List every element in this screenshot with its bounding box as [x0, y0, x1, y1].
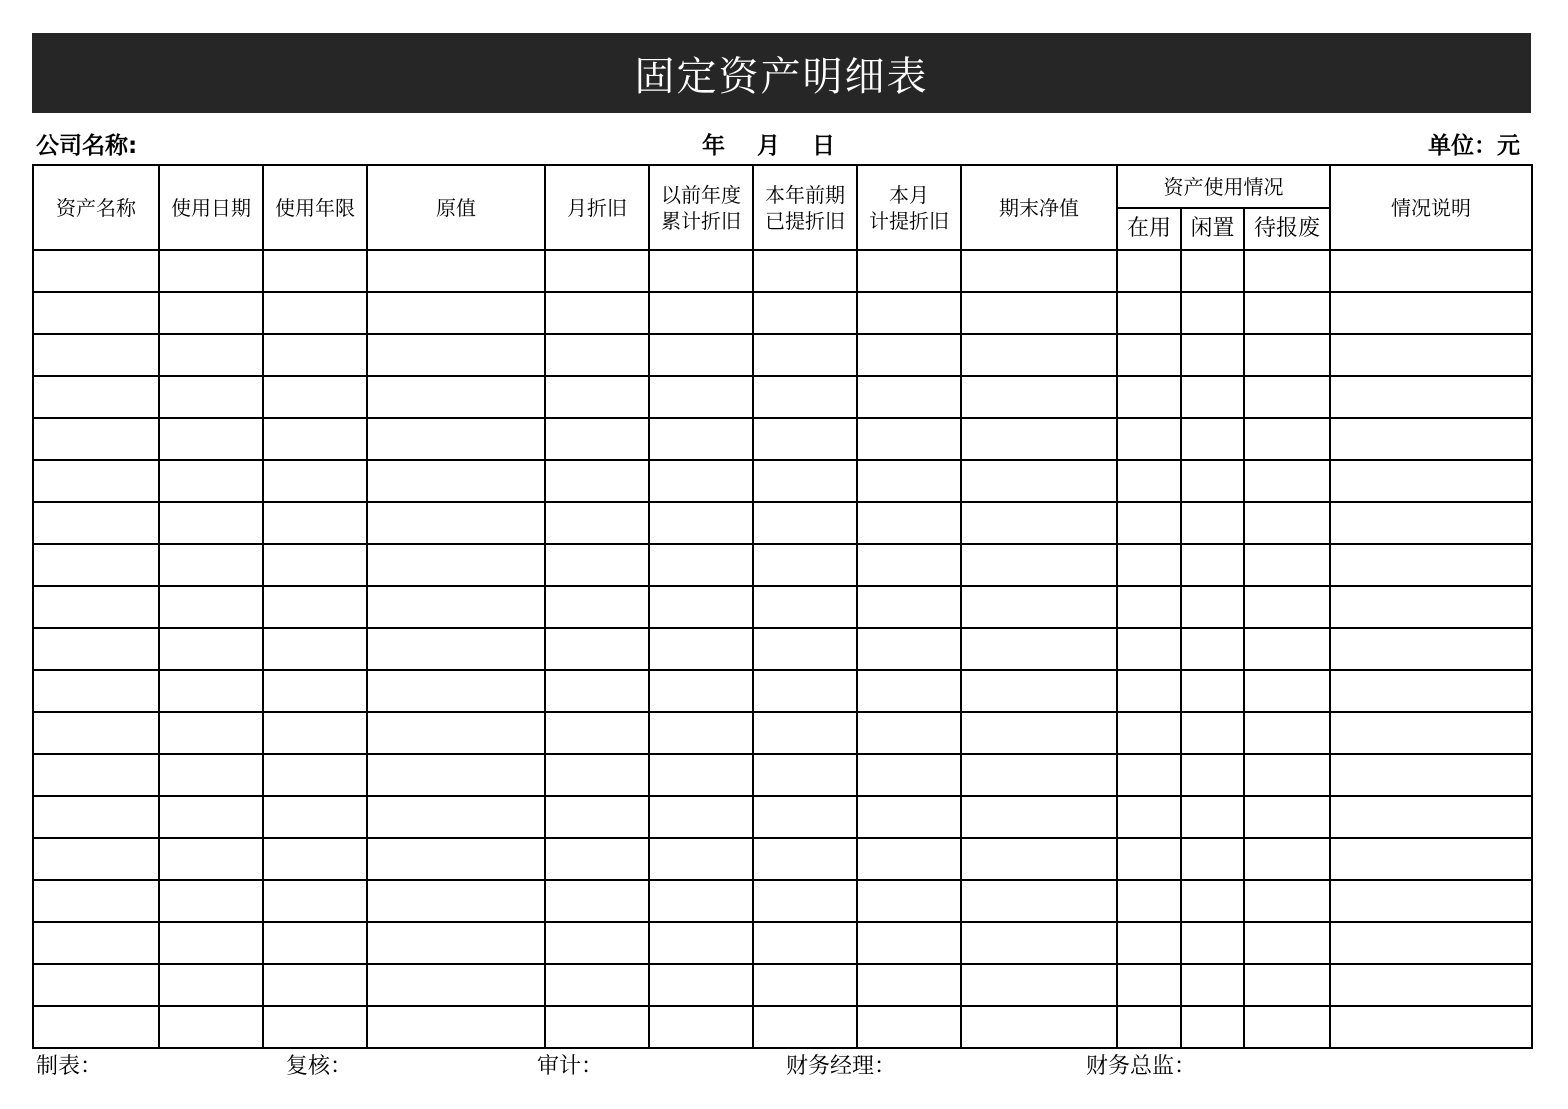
table-cell[interactable] — [961, 418, 1117, 460]
table-cell[interactable] — [857, 880, 961, 922]
table-cell[interactable] — [159, 544, 263, 586]
table-cell[interactable] — [1244, 334, 1330, 376]
table-cell[interactable] — [263, 712, 367, 754]
table-cell[interactable] — [33, 460, 159, 502]
table-cell[interactable] — [1244, 712, 1330, 754]
table-cell[interactable] — [857, 838, 961, 880]
table-cell[interactable] — [753, 544, 857, 586]
table-cell[interactable] — [753, 502, 857, 544]
table-cell[interactable] — [649, 628, 753, 670]
table-cell[interactable] — [367, 460, 545, 502]
table-cell[interactable] — [1330, 544, 1532, 586]
table-cell[interactable] — [753, 250, 857, 292]
table-cell[interactable] — [367, 964, 545, 1006]
table-cell[interactable] — [545, 460, 649, 502]
table-cell[interactable] — [857, 460, 961, 502]
table-cell[interactable] — [649, 880, 753, 922]
table-row — [33, 880, 1532, 922]
unit-label: 单位：元 — [1428, 133, 1520, 159]
table-cell[interactable] — [1330, 460, 1532, 502]
table-cell[interactable] — [33, 796, 159, 838]
table-cell[interactable] — [367, 1006, 545, 1048]
table-cell[interactable] — [649, 1006, 753, 1048]
table-cell[interactable] — [545, 1006, 649, 1048]
header-remarks: 情况说明 — [1330, 165, 1532, 250]
header-in-use: 在用 — [1117, 208, 1181, 250]
table-cell[interactable] — [1181, 838, 1244, 880]
table-cell[interactable] — [159, 712, 263, 754]
table-cell[interactable] — [1244, 628, 1330, 670]
header-use-years: 使用年限 — [263, 165, 367, 250]
table-cell[interactable] — [367, 712, 545, 754]
header-this-month-line1: 本月 — [889, 182, 929, 207]
table-cell[interactable] — [1181, 586, 1244, 628]
table-cell[interactable] — [961, 838, 1117, 880]
table-cell[interactable] — [1181, 754, 1244, 796]
table-cell[interactable] — [545, 418, 649, 460]
table-row — [33, 796, 1532, 838]
table-cell[interactable] — [857, 712, 961, 754]
table-cell[interactable] — [1330, 796, 1532, 838]
table-cell[interactable] — [1244, 250, 1330, 292]
table-cell[interactable] — [1244, 922, 1330, 964]
table-cell[interactable] — [1330, 838, 1532, 880]
table-cell[interactable] — [1181, 334, 1244, 376]
table-row — [33, 628, 1532, 670]
table-cell[interactable] — [1117, 754, 1181, 796]
table-cell[interactable] — [1244, 502, 1330, 544]
table-cell[interactable] — [159, 502, 263, 544]
table-cell[interactable] — [263, 460, 367, 502]
table-cell[interactable] — [33, 922, 159, 964]
header-asset-name: 资产名称 — [33, 165, 159, 250]
table-cell[interactable] — [1244, 292, 1330, 334]
table-cell[interactable] — [961, 502, 1117, 544]
table-cell[interactable] — [545, 880, 649, 922]
table-cell[interactable] — [857, 418, 961, 460]
table-cell[interactable] — [33, 586, 159, 628]
table-row — [33, 502, 1532, 544]
table-cell[interactable] — [1117, 964, 1181, 1006]
table-cell[interactable] — [857, 922, 961, 964]
table-cell[interactable] — [961, 754, 1117, 796]
table-body — [33, 250, 1532, 1048]
table-cell[interactable] — [1330, 334, 1532, 376]
table-cell[interactable] — [857, 670, 961, 712]
table-cell[interactable] — [753, 376, 857, 418]
table-cell[interactable] — [857, 964, 961, 1006]
table-cell[interactable] — [367, 838, 545, 880]
table-cell[interactable] — [857, 292, 961, 334]
table-cell[interactable] — [159, 586, 263, 628]
header-prior-years-depreciation — [649, 165, 753, 250]
table-cell[interactable] — [263, 628, 367, 670]
header-this-month-depreciation — [857, 165, 961, 250]
table-cell[interactable] — [263, 544, 367, 586]
table-cell[interactable] — [367, 796, 545, 838]
table-cell[interactable] — [1330, 964, 1532, 1006]
table-cell[interactable] — [545, 838, 649, 880]
table-cell[interactable] — [1181, 376, 1244, 418]
table-cell[interactable] — [545, 754, 649, 796]
table-cell[interactable] — [961, 670, 1117, 712]
table-cell[interactable] — [545, 670, 649, 712]
footer-prepared-by: 制表： — [36, 1054, 103, 1079]
table-cell[interactable] — [1117, 544, 1181, 586]
table-row — [33, 250, 1532, 292]
table-cell[interactable] — [545, 544, 649, 586]
table-cell[interactable] — [1330, 922, 1532, 964]
table-cell[interactable] — [857, 334, 961, 376]
table-cell[interactable] — [263, 754, 367, 796]
table-cell[interactable] — [649, 712, 753, 754]
table-cell[interactable] — [545, 334, 649, 376]
table-cell[interactable] — [263, 964, 367, 1006]
table-cell[interactable] — [857, 754, 961, 796]
table-cell[interactable] — [961, 964, 1117, 1006]
table-cell[interactable] — [649, 922, 753, 964]
table-cell[interactable] — [263, 292, 367, 334]
table-cell[interactable] — [1244, 460, 1330, 502]
table-cell[interactable] — [649, 292, 753, 334]
table-cell[interactable] — [545, 796, 649, 838]
table-cell[interactable] — [1117, 586, 1181, 628]
table-cell[interactable] — [753, 586, 857, 628]
table-cell[interactable] — [33, 838, 159, 880]
table-cell[interactable] — [33, 712, 159, 754]
date-label: 年 月 日 — [702, 133, 836, 159]
table-cell[interactable] — [159, 334, 263, 376]
table-cell[interactable] — [1117, 292, 1181, 334]
table-cell[interactable] — [649, 796, 753, 838]
table-cell[interactable] — [545, 964, 649, 1006]
table-cell[interactable] — [1330, 418, 1532, 460]
table-cell[interactable] — [857, 1006, 961, 1048]
table-cell[interactable] — [1181, 418, 1244, 460]
table-cell[interactable] — [159, 922, 263, 964]
table-cell[interactable] — [753, 796, 857, 838]
table-row — [33, 376, 1532, 418]
table-cell[interactable] — [961, 712, 1117, 754]
table-cell[interactable] — [1244, 796, 1330, 838]
table-cell[interactable] — [753, 880, 857, 922]
header-prior-years-line1: 以前年度 — [661, 182, 741, 207]
table-cell[interactable] — [545, 628, 649, 670]
table-cell[interactable] — [367, 922, 545, 964]
table-cell[interactable] — [649, 250, 753, 292]
table-cell[interactable] — [753, 628, 857, 670]
table-cell[interactable] — [1244, 754, 1330, 796]
table-cell[interactable] — [1181, 796, 1244, 838]
table-cell[interactable] — [367, 880, 545, 922]
header-usage-status: 资产使用情况 — [1117, 165, 1330, 208]
table-cell[interactable] — [1117, 460, 1181, 502]
table-cell[interactable] — [367, 502, 545, 544]
table-cell[interactable] — [367, 754, 545, 796]
table-cell[interactable] — [263, 880, 367, 922]
table-cell[interactable] — [753, 712, 857, 754]
table-cell[interactable] — [857, 544, 961, 586]
table-cell[interactable] — [33, 1006, 159, 1048]
table-row — [33, 1006, 1532, 1048]
table-cell[interactable] — [1244, 880, 1330, 922]
table-cell[interactable] — [1181, 922, 1244, 964]
table-cell[interactable] — [1330, 628, 1532, 670]
table-cell[interactable] — [649, 964, 753, 1006]
table-cell[interactable] — [857, 250, 961, 292]
table-cell[interactable] — [33, 376, 159, 418]
table-cell[interactable] — [649, 460, 753, 502]
table-cell[interactable] — [649, 544, 753, 586]
table-row — [33, 670, 1532, 712]
table-cell[interactable] — [33, 880, 159, 922]
table-cell[interactable] — [263, 250, 367, 292]
table-cell[interactable] — [545, 250, 649, 292]
table-cell[interactable] — [1117, 502, 1181, 544]
table-cell[interactable] — [33, 964, 159, 1006]
table-cell[interactable] — [961, 292, 1117, 334]
table-cell[interactable] — [1330, 670, 1532, 712]
table-cell[interactable] — [263, 838, 367, 880]
table-cell[interactable] — [367, 334, 545, 376]
table-cell[interactable] — [33, 628, 159, 670]
table-cell[interactable] — [1117, 628, 1181, 670]
table-cell[interactable] — [753, 334, 857, 376]
table-cell[interactable] — [367, 628, 545, 670]
table-cell[interactable] — [1244, 586, 1330, 628]
table-cell[interactable] — [263, 376, 367, 418]
table-cell[interactable] — [33, 334, 159, 376]
table-cell[interactable] — [1117, 922, 1181, 964]
table-cell[interactable] — [1330, 292, 1532, 334]
table-row — [33, 964, 1532, 1006]
table-cell[interactable] — [263, 922, 367, 964]
table-cell[interactable] — [159, 250, 263, 292]
table-cell[interactable] — [1117, 670, 1181, 712]
page-title: 固定资产明细表 — [32, 33, 1531, 113]
table-cell[interactable] — [367, 250, 545, 292]
table-cell[interactable] — [1117, 418, 1181, 460]
table-cell[interactable] — [159, 1006, 263, 1048]
table-cell[interactable] — [857, 628, 961, 670]
table-cell[interactable] — [545, 922, 649, 964]
table-cell[interactable] — [961, 628, 1117, 670]
table-cell[interactable] — [857, 796, 961, 838]
table-cell[interactable] — [649, 376, 753, 418]
table-cell[interactable] — [545, 712, 649, 754]
table-cell[interactable] — [649, 418, 753, 460]
table-cell[interactable] — [263, 418, 367, 460]
table-row — [33, 586, 1532, 628]
table-cell[interactable] — [1181, 880, 1244, 922]
footer-finance-manager: 财务经理： — [786, 1054, 897, 1079]
table-cell[interactable] — [263, 796, 367, 838]
table-row — [33, 838, 1532, 880]
table-cell[interactable] — [1244, 670, 1330, 712]
table-cell[interactable] — [753, 418, 857, 460]
table-cell[interactable] — [545, 292, 649, 334]
table-cell[interactable] — [1181, 544, 1244, 586]
table-cell[interactable] — [367, 544, 545, 586]
table-cell[interactable] — [1244, 418, 1330, 460]
table-cell[interactable] — [159, 460, 263, 502]
table-cell[interactable] — [159, 796, 263, 838]
header-ytd-line1: 本年前期 — [765, 182, 845, 207]
table-cell[interactable] — [1117, 250, 1181, 292]
table-cell[interactable] — [159, 376, 263, 418]
header-ytd-depreciation — [753, 165, 857, 250]
table-cell[interactable] — [753, 754, 857, 796]
table-cell[interactable] — [961, 922, 1117, 964]
table-cell[interactable] — [263, 334, 367, 376]
table-cell[interactable] — [1330, 376, 1532, 418]
table-cell[interactable] — [1181, 712, 1244, 754]
company-name-label: 公司名称: — [36, 133, 138, 159]
table-cell[interactable] — [753, 1006, 857, 1048]
header-use-date: 使用日期 — [159, 165, 263, 250]
table-cell[interactable] — [1181, 964, 1244, 1006]
table-cell[interactable] — [1117, 376, 1181, 418]
table-cell[interactable] — [961, 250, 1117, 292]
table-cell[interactable] — [1181, 460, 1244, 502]
table-cell[interactable] — [33, 418, 159, 460]
table-cell[interactable] — [649, 838, 753, 880]
table-cell[interactable] — [961, 334, 1117, 376]
table-cell[interactable] — [263, 670, 367, 712]
table-row — [33, 292, 1532, 334]
table-cell[interactable] — [1181, 670, 1244, 712]
table-cell[interactable] — [753, 670, 857, 712]
table-cell[interactable] — [1117, 334, 1181, 376]
table-cell[interactable] — [961, 796, 1117, 838]
table-cell[interactable] — [1330, 250, 1532, 292]
table-cell[interactable] — [1117, 712, 1181, 754]
table-cell[interactable] — [159, 754, 263, 796]
table-cell[interactable] — [649, 670, 753, 712]
table-row — [33, 544, 1532, 586]
asset-detail-table — [32, 164, 1533, 1049]
header-ytd-line2: 已提折旧 — [765, 208, 845, 233]
table-cell[interactable] — [1330, 1006, 1532, 1048]
table-cell[interactable] — [1330, 880, 1532, 922]
table-cell[interactable] — [1244, 376, 1330, 418]
table-cell[interactable] — [1181, 628, 1244, 670]
table-cell[interactable] — [961, 586, 1117, 628]
table-cell[interactable] — [159, 418, 263, 460]
table-cell[interactable] — [1330, 502, 1532, 544]
table-cell[interactable] — [1181, 1006, 1244, 1048]
table-cell[interactable] — [857, 502, 961, 544]
header-idle: 闲置 — [1181, 208, 1244, 250]
table-cell[interactable] — [649, 334, 753, 376]
table-cell[interactable] — [649, 754, 753, 796]
table-cell[interactable] — [753, 964, 857, 1006]
table-row — [33, 754, 1532, 796]
table-cell[interactable] — [1330, 586, 1532, 628]
table-cell[interactable] — [263, 502, 367, 544]
table-cell[interactable] — [159, 292, 263, 334]
footer-finance-director: 财务总监： — [1086, 1054, 1197, 1079]
table-cell[interactable] — [545, 376, 649, 418]
table-cell[interactable] — [649, 502, 753, 544]
table-cell[interactable] — [857, 586, 961, 628]
table-row — [33, 922, 1532, 964]
table-cell[interactable] — [545, 502, 649, 544]
table-cell[interactable] — [33, 250, 159, 292]
table-cell[interactable] — [159, 880, 263, 922]
header-monthly-depreciation: 月折旧 — [545, 165, 649, 250]
table-cell[interactable] — [961, 460, 1117, 502]
table-cell[interactable] — [961, 1006, 1117, 1048]
table-cell[interactable] — [1244, 544, 1330, 586]
table-cell[interactable] — [367, 586, 545, 628]
header-this-month-line2: 计提折旧 — [869, 208, 949, 233]
table-cell[interactable] — [1330, 754, 1532, 796]
table-cell[interactable] — [961, 376, 1117, 418]
header-prior-years-line2: 累计折旧 — [661, 208, 741, 233]
table-cell[interactable] — [33, 292, 159, 334]
header-to-scrap: 待报废 — [1244, 208, 1330, 250]
table-cell[interactable] — [367, 292, 545, 334]
table-cell[interactable] — [961, 880, 1117, 922]
table-cell[interactable] — [649, 586, 753, 628]
table-cell[interactable] — [159, 670, 263, 712]
header-original-value: 原值 — [367, 165, 545, 250]
table-cell[interactable] — [367, 418, 545, 460]
table-row — [33, 712, 1532, 754]
table-cell[interactable] — [33, 754, 159, 796]
header-net-value: 期末净值 — [961, 165, 1117, 250]
table-cell[interactable] — [367, 376, 545, 418]
table-cell[interactable] — [1244, 964, 1330, 1006]
table-cell[interactable] — [1181, 502, 1244, 544]
table-cell[interactable] — [159, 964, 263, 1006]
table-cell[interactable] — [1117, 796, 1181, 838]
table-cell[interactable] — [1181, 292, 1244, 334]
table-cell[interactable] — [1330, 712, 1532, 754]
table-cell[interactable] — [263, 1006, 367, 1048]
table-cell[interactable] — [545, 586, 649, 628]
table-cell[interactable] — [159, 838, 263, 880]
table-cell[interactable] — [33, 544, 159, 586]
table-cell[interactable] — [961, 544, 1117, 586]
footer-audited-by: 审计： — [537, 1054, 604, 1079]
table-cell[interactable] — [33, 670, 159, 712]
table-cell[interactable] — [857, 376, 961, 418]
table-cell[interactable] — [1117, 1006, 1181, 1048]
table-cell[interactable] — [159, 628, 263, 670]
table-cell[interactable] — [1244, 838, 1330, 880]
table-row — [33, 418, 1532, 460]
table-cell[interactable] — [1244, 1006, 1330, 1048]
table-cell[interactable] — [753, 460, 857, 502]
table-cell[interactable] — [753, 922, 857, 964]
table-cell[interactable] — [33, 502, 159, 544]
table-cell[interactable] — [1117, 880, 1181, 922]
table-row — [33, 460, 1532, 502]
table-cell[interactable] — [753, 292, 857, 334]
table-cell[interactable] — [367, 670, 545, 712]
table-cell[interactable] — [753, 838, 857, 880]
table-row — [33, 334, 1532, 376]
table-cell[interactable] — [1117, 838, 1181, 880]
table-cell[interactable] — [263, 586, 367, 628]
table-cell[interactable] — [1181, 250, 1244, 292]
footer-reviewed-by: 复核： — [286, 1054, 353, 1079]
